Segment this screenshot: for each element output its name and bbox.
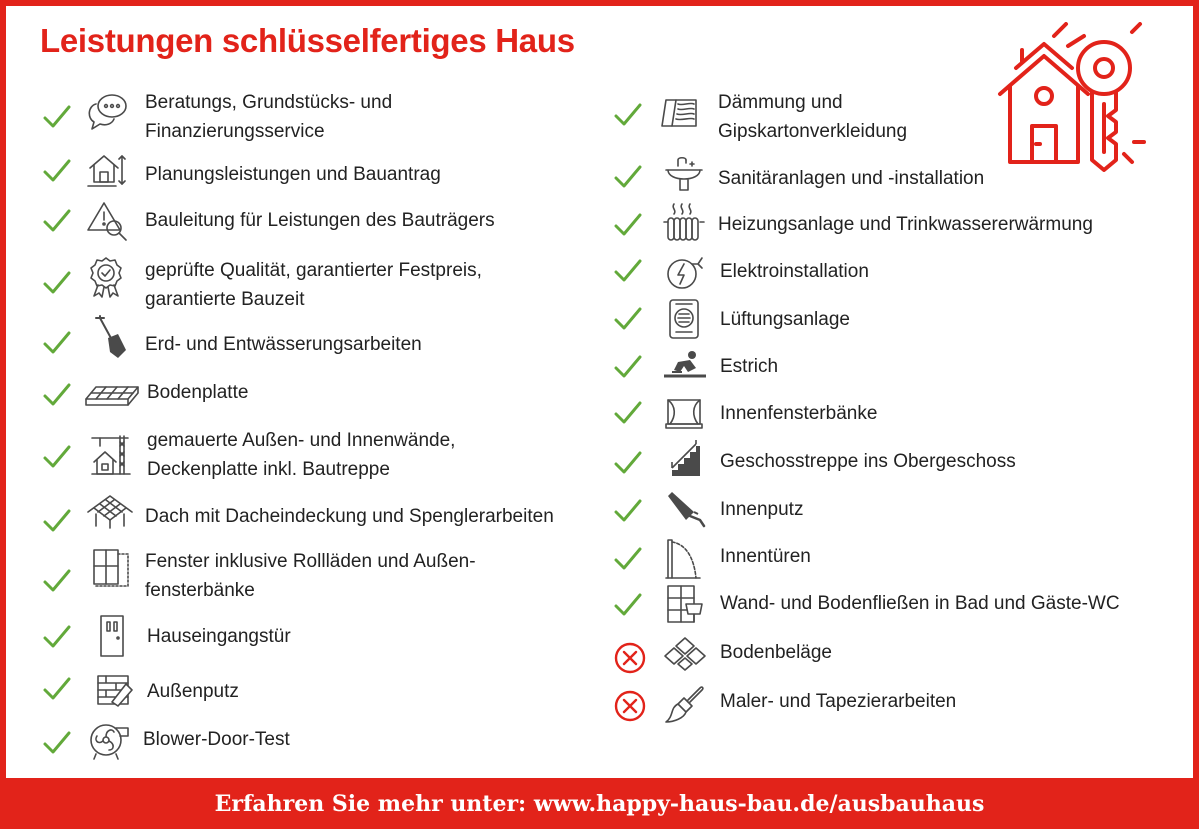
included-check-icon bbox=[613, 450, 643, 476]
left-item-9-label: Hauseingangstür bbox=[147, 626, 291, 647]
footer-link[interactable]: Erfahren Sie mehr unter: www.happy-haus-bau.de/ausbauhaus bbox=[214, 790, 985, 817]
included-check-icon bbox=[42, 508, 72, 534]
included-check-icon bbox=[42, 624, 72, 650]
house-key-logo-icon bbox=[992, 22, 1152, 172]
excluded-cross-icon bbox=[612, 642, 648, 674]
right-item-9-label: Innentüren bbox=[720, 546, 811, 567]
shovel-icon bbox=[92, 312, 132, 360]
floor-covering-icon bbox=[662, 636, 708, 672]
chat-bubbles-icon bbox=[86, 92, 130, 132]
left-item-1-label: Planungsleistungen und Bauantrag bbox=[145, 164, 441, 185]
left-item-4-label: Erd- und Entwässerungsarbeiten bbox=[145, 334, 422, 355]
included-check-icon bbox=[42, 158, 72, 184]
tiles-wall-icon bbox=[664, 582, 704, 626]
right-item-12-label: Maler- und Tapezierarbeiten bbox=[720, 691, 957, 712]
left-item-11-label: Blower-Door-Test bbox=[143, 729, 290, 750]
left-item-0-label: Beratungs, Grundstücks- und Finanzierungsservice bbox=[145, 92, 393, 142]
left-item-5-label: Bodenplatte bbox=[147, 382, 249, 403]
paint-brush-icon bbox=[664, 684, 704, 724]
included-check-icon bbox=[42, 676, 72, 702]
radiator-icon bbox=[662, 202, 706, 244]
left-item-7-label: Dach mit Dacheindeckung und Spenglerarbeiten bbox=[145, 506, 554, 527]
roof-tiles-icon bbox=[86, 494, 134, 530]
right-item-5-label: Estrich bbox=[720, 356, 779, 377]
right-item-11-label: Bodenbeläge bbox=[720, 642, 832, 663]
footer-banner bbox=[0, 778, 1199, 829]
right-item-6-label: Innenfensterbänke bbox=[720, 403, 878, 424]
included-check-icon bbox=[613, 400, 643, 426]
quality-seal-icon bbox=[88, 256, 124, 298]
included-check-icon bbox=[42, 104, 72, 130]
included-check-icon bbox=[613, 354, 643, 380]
house-plan-icon bbox=[86, 152, 126, 188]
included-check-icon bbox=[42, 330, 72, 356]
screed-worker-icon bbox=[662, 350, 708, 380]
window-icon bbox=[92, 548, 132, 588]
right-item-4-label: Lüftungsanlage bbox=[720, 309, 850, 330]
electric-plug-icon bbox=[664, 254, 706, 290]
right-item-0-label: Dämmung und Gipskartonverkleidung bbox=[718, 92, 908, 142]
warning-magnifier-icon bbox=[86, 200, 128, 242]
left-item-2-label: Bauleitung für Leistungen des Bauträgers bbox=[145, 210, 495, 231]
included-check-icon bbox=[42, 270, 72, 296]
included-check-icon bbox=[42, 382, 72, 408]
blower-fan-icon bbox=[88, 720, 132, 760]
included-check-icon bbox=[613, 212, 643, 238]
included-check-icon bbox=[613, 258, 643, 284]
insulation-icon bbox=[660, 94, 700, 130]
included-check-icon bbox=[613, 546, 643, 572]
door-icon bbox=[98, 614, 126, 658]
ventilation-unit-icon bbox=[666, 298, 702, 340]
interior-door-icon bbox=[664, 536, 704, 580]
left-item-8-label: Fenster inklusive Rollläden und Außen- fensterbänke bbox=[145, 551, 476, 601]
included-check-icon bbox=[613, 164, 643, 190]
right-item-7-label: Geschosstreppe ins Obergeschoss bbox=[720, 451, 1016, 472]
sink-icon bbox=[664, 154, 704, 194]
included-check-icon bbox=[613, 498, 643, 524]
included-check-icon bbox=[42, 568, 72, 594]
left-item-10-label: Außenputz bbox=[147, 681, 239, 702]
window-sill-icon bbox=[664, 398, 704, 430]
left-item-6-label: gemauerte Außen- und Innenwände, Deckenplatte inkl. Bautreppe bbox=[147, 430, 456, 480]
included-check-icon bbox=[42, 208, 72, 234]
plaster-wall-icon bbox=[96, 672, 134, 708]
included-check-icon bbox=[42, 444, 72, 470]
right-item-1-label: Sanitäranlagen und -installation bbox=[718, 168, 985, 189]
included-check-icon bbox=[613, 102, 643, 128]
page-title: Leistungen schlüsselfertiges Haus bbox=[40, 22, 575, 59]
floor-slab-icon bbox=[84, 384, 140, 408]
trowel-icon bbox=[664, 490, 708, 528]
crane-house-icon bbox=[90, 432, 132, 476]
included-check-icon bbox=[613, 592, 643, 618]
included-check-icon bbox=[42, 730, 72, 756]
right-item-10-label: Wand- und Bodenfließen in Bad und Gäste-WC bbox=[720, 593, 1120, 614]
right-item-8-label: Innenputz bbox=[720, 499, 804, 520]
staircase-icon bbox=[666, 438, 706, 478]
left-item-3-label: geprüfte Qualität, garantierter Festpreis, garantierte Bauzeit bbox=[145, 260, 482, 310]
right-item-2-label: Heizungsanlage und Trinkwassererwärmung bbox=[718, 214, 1093, 235]
right-item-3-label: Elektroinstallation bbox=[720, 261, 869, 282]
excluded-cross-icon bbox=[612, 690, 648, 722]
included-check-icon bbox=[613, 306, 643, 332]
